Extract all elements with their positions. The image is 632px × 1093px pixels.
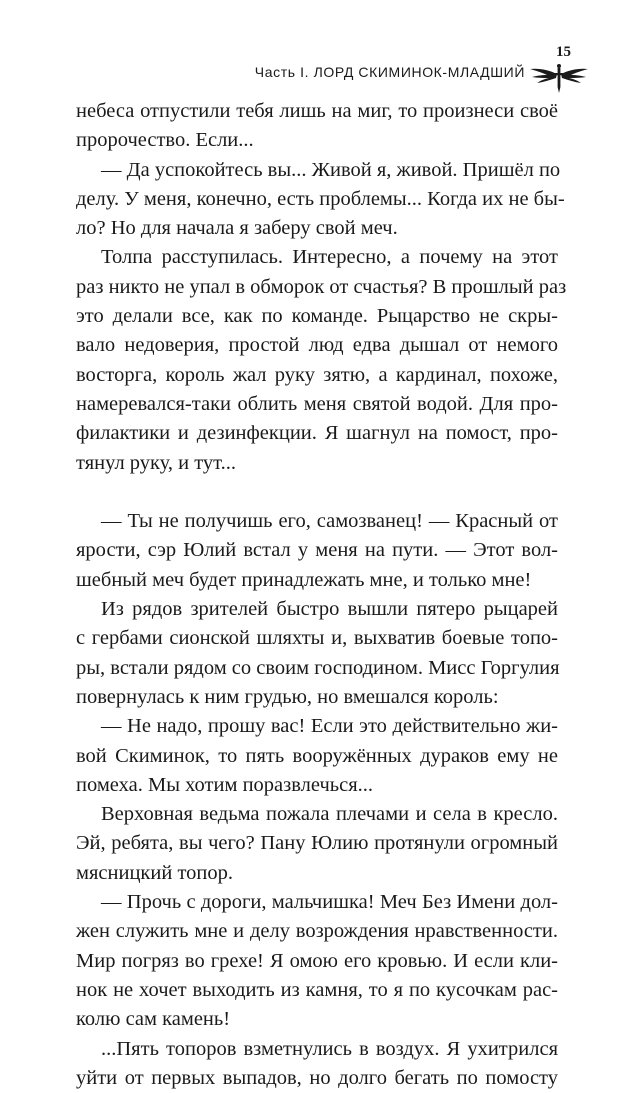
text-line: раз никто не упал в обморок от счастья? В прошлый раз xyxy=(76,273,558,302)
text-line: Мир погряз во грехе! Я омою его кровью. И если кли- xyxy=(76,947,558,976)
paragraph xyxy=(76,888,558,1034)
text-line: делу. У меня, конечно, есть проблемы... Когда их не бы- xyxy=(76,185,558,214)
text-line: мясницкий топор. xyxy=(76,859,558,888)
text-line: филактики и дезинфекции. Я шагнул на помост, про- xyxy=(76,419,558,448)
paragraph xyxy=(76,712,558,800)
text-line: помеха. Мы хотим поразвлечься... xyxy=(76,771,558,800)
text-line: небеса отпустили тебя лишь на миг, то произнеси своё xyxy=(76,97,558,126)
running-head: Часть I. ЛОРД СКИМИНОК-МЛАДШИЙ xyxy=(255,64,525,80)
text-line: — Ты не получишь его, самозванец! — Красный от xyxy=(76,507,558,536)
text-line: — Прочь с дороги, мальчишка! Меч Без Имени дол- xyxy=(76,888,558,917)
text-line: пророчество. Если... xyxy=(76,126,558,155)
text-line: нок не хочет выходить из камня, то я по кусочкам рас- xyxy=(76,976,558,1005)
text-line: — Да успокойтесь вы... Живой я, живой. Пришёл по xyxy=(76,156,558,185)
text-line: ярости, сэр Юлий встал у меня на пути. — Этот вол- xyxy=(76,536,558,565)
text-line: Верховная ведьма пожала плечами и села в кресло. xyxy=(76,800,558,829)
text-line: тянул руку, и тут... xyxy=(76,449,558,478)
text-line: с гербами сионской шляхты и, выхватив боевые топо- xyxy=(76,624,558,653)
paragraph xyxy=(76,800,558,888)
text-line: жен служить мне и делу возрождения нравственности. xyxy=(76,917,558,946)
text-line: намеревался-таки облить меня святой водой. Для про- xyxy=(76,390,558,419)
paragraph xyxy=(76,156,558,244)
text-line: колю сам камень! xyxy=(76,1005,558,1034)
paragraph xyxy=(76,97,558,156)
text-line: Из рядов зрителей быстро вышли пятеро рыцарей xyxy=(76,595,558,624)
paragraph xyxy=(76,507,558,595)
page-number: 15 xyxy=(556,44,571,61)
text-line: Эй, ребята, вы чего? Пану Юлию протянули огромный xyxy=(76,829,558,858)
text-line: шебный меч будет принадлежать мне, и только мне! xyxy=(76,566,558,595)
section-break xyxy=(76,478,558,507)
text-line: ...Пять топоров взметнулись в воздух. Я ухитрился xyxy=(76,1035,558,1064)
text-line: восторга, король жал руку зятю, а кардинал, похоже, xyxy=(76,361,558,390)
page-header xyxy=(0,44,632,94)
text-line: вало недоверия, простой люд едва дышал от немого xyxy=(76,331,558,360)
text-line: Толпа расступилась. Интересно, а почему на этот xyxy=(76,243,558,272)
winged-sword-icon xyxy=(529,60,589,94)
paragraph xyxy=(76,595,558,712)
text-line: вой Скиминок, то пять вооружённых дураков ему не xyxy=(76,742,558,771)
text-line: ры, встали рядом со своим господином. Мисс Горгулия xyxy=(76,654,558,683)
body-text xyxy=(76,97,558,1093)
text-line: — Не надо, прошу вас! Если это действительно жи- xyxy=(76,712,558,741)
text-line: ло? Но для начала я заберу свой меч. xyxy=(76,214,558,243)
text-line: повернулась к ним грудью, но вмешался король: xyxy=(76,683,558,712)
paragraph xyxy=(76,1035,558,1093)
text-line: это делали все, как по команде. Рыцарство не скры- xyxy=(76,302,558,331)
text-line: уйти от первых выпадов, но долго бегать по помосту xyxy=(76,1064,558,1093)
paragraph xyxy=(76,243,558,477)
